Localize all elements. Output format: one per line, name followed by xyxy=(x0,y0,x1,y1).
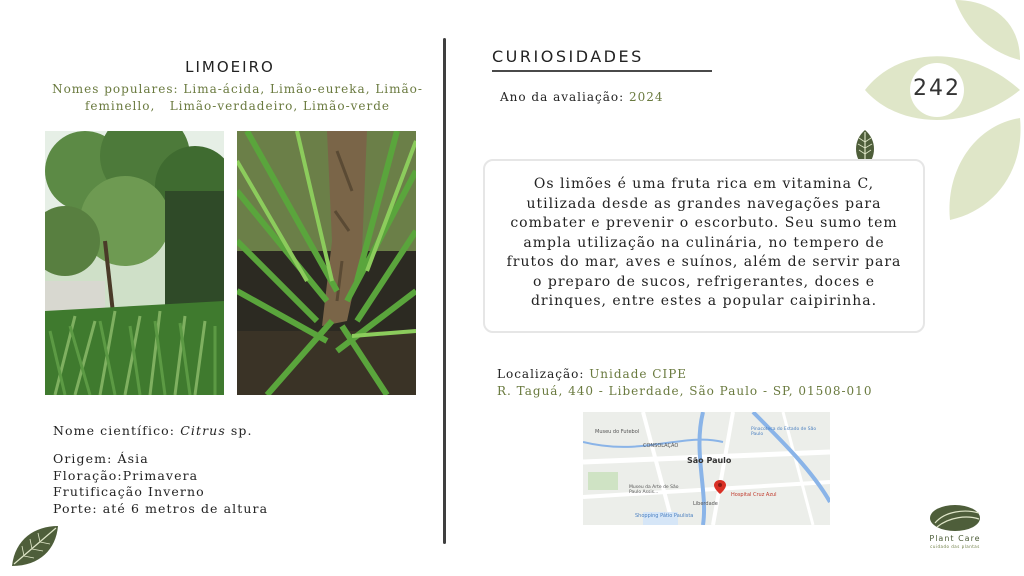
location-label: Localização: xyxy=(497,367,590,381)
lemon-tree-photo xyxy=(45,131,224,395)
popular-names-line: feminello, Limão-verdadeiro, Limão-verde xyxy=(84,99,391,113)
map-label: Hospital Cruz Azul xyxy=(731,492,777,498)
plant-details xyxy=(53,451,413,517)
evaluation-number: 242 xyxy=(913,76,961,101)
scientific-name xyxy=(53,423,413,440)
origin-text: Origem: Ásia xyxy=(53,451,149,466)
brand-tagline: cuidado das plantas xyxy=(930,544,980,549)
scientific-genus: Citrus xyxy=(180,423,226,438)
location xyxy=(497,366,872,400)
map-city-label: São Paulo xyxy=(687,456,732,465)
year-value: 2024 xyxy=(628,90,664,104)
map-label: CONSOLAÇÃO xyxy=(643,443,679,449)
title-underline xyxy=(492,70,712,72)
map-label: Museu da Arte de São Paulo Assis... xyxy=(629,485,679,495)
popular-names xyxy=(40,81,435,115)
leaf-shape xyxy=(949,118,1020,220)
leaf-shape xyxy=(955,0,1020,60)
scientific-suffix: sp. xyxy=(225,423,253,438)
popular-names-line: Nomes populares: Lima-ácida, Limão-eureka, Limão- xyxy=(52,82,423,96)
fruiting-text: Frutificação Inverno xyxy=(53,484,205,499)
section-title: CURIOSIDADES xyxy=(492,47,644,66)
map-label: Pinacoteca do Estado de São Paulo xyxy=(751,427,817,437)
curiosity-card xyxy=(483,159,925,333)
flowering-text: Floração:Primavera xyxy=(53,467,199,483)
map-label: Museu do Futebol xyxy=(595,429,640,435)
scientific-label: Nome científico: xyxy=(53,423,181,438)
brand-name: Plant Care xyxy=(929,534,981,543)
column-divider xyxy=(443,38,446,544)
decorative-leaf-bottom xyxy=(10,524,60,568)
map-label: Liberdade xyxy=(693,501,718,507)
brand-logo-icon xyxy=(929,503,981,533)
plant-title: LIMOEIRO xyxy=(185,58,275,76)
trunk-photo xyxy=(237,131,416,395)
address-text: R. Taguá, 440 - Liberdade, São Paulo - SP, 01508-010 xyxy=(497,384,873,398)
size-text: Porte: até 6 metros de altura xyxy=(53,500,269,516)
curiosity-text: Os limões é uma fruta rica em vitamina C, utilizada desde as grandes navegações para combater e prevenir o escorbuto. Seu sumo tem ampla utilização na culinária, no tempero de frutos do mar, aves e suínos, além de servir para o preparo de sucos, refrigerantes, doces e drinques, entre estes a popular caipirinha. xyxy=(506,176,902,309)
year-label: Ano da avaliação: xyxy=(500,90,629,104)
map-label: Shopping Pátio Paulista xyxy=(635,513,694,519)
evaluation-year xyxy=(500,90,664,104)
location-value: Unidade CIPE xyxy=(589,367,688,381)
location-map[interactable] xyxy=(583,412,830,525)
